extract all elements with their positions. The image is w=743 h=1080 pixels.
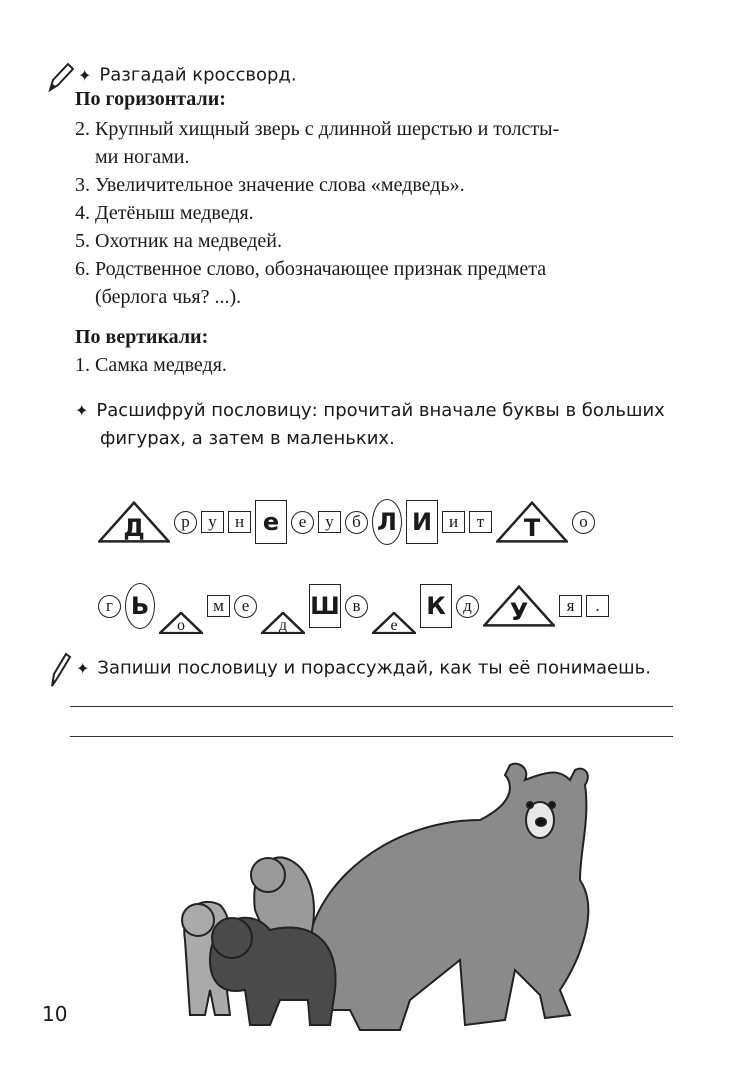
puzzle-letter: К [426,592,446,620]
puzzle-letter: о [579,512,588,531]
puzzle-letter: Л [377,508,397,536]
puzzle-letter: г [106,596,113,615]
task2 [75,400,665,421]
puzzle-letter: Ь [130,592,150,620]
puzzle-circle-shape [98,595,121,618]
puzzle-square-shape [201,511,224,533]
puzzle-letter: у [325,512,334,531]
puzzle-letter: И [411,508,433,536]
clue: 6. Родственное слово, обозначающее признак предмета [75,258,547,280]
task3 [44,650,651,690]
puzzle-letter: я [566,596,575,615]
puzzle-letter: е [298,512,307,531]
task-text: Расшифруй пословицу: прочитай вначале буквы в больших [96,400,665,421]
puzzle-square-shape [228,511,251,533]
puzzle-rect-shape [255,500,287,544]
puzzle-letter: о [177,617,185,634]
puzzle-rect-shape [406,500,438,544]
page-number: 10 [42,1002,68,1026]
puzzle-trismall-shape [159,612,203,634]
puzzle-circle-shape [572,511,595,534]
puzzle-letter: и [448,512,459,531]
puzzle-letter: . [595,596,600,615]
puzzle-ellipse-shape [372,499,402,545]
task-text: Разгадай кроссворд. [99,64,297,86]
task-text: Запиши пословицу и порассуждай, как ты её понимаешь. [97,657,651,679]
puzzle-letter: м [213,596,224,615]
puzzle-letter: е [262,508,280,536]
puzzle-ellipse-shape [125,583,155,629]
puzzle-letter: т [476,512,485,531]
puzzle-letter: е [241,596,250,615]
clue: 1. Самка медведя. [75,354,227,376]
puzzle-letter: Т [523,514,541,542]
puzzle-trismall-shape [261,612,305,634]
puzzle-rect-shape [309,584,341,628]
puzzle-letter: в [352,596,361,615]
star-icon: ✦ [75,401,89,420]
puzzle-letter: н [234,512,245,531]
puzzle-circle-shape [345,511,368,534]
puzzle-rect-shape [420,584,452,628]
clue: 3. Увеличительное значение слова «медведь». [75,174,465,196]
puzzle-circle-shape [234,595,257,618]
answer-line[interactable] [70,706,673,707]
clue: 5. Охотник на медведей. [75,230,283,252]
puzzle-letter: Д [123,514,145,542]
puzzle-letter: е [390,617,398,634]
puzzle-circle-shape [456,595,479,618]
clue: 4. Детёныш медведя. [75,202,254,224]
puzzle-square-shape [559,595,582,617]
puzzle-square-shape [442,511,465,533]
puzzle-tri-shape [496,501,568,543]
puzzle-tri-shape [483,585,555,627]
pen-icon [44,650,72,690]
star-icon: ✦ [76,658,90,678]
puzzle-circle-shape [345,595,368,618]
puzzle-letter: д [278,617,288,634]
puzzle-trismall-shape [372,612,416,634]
puzzle-letter: б [352,512,361,531]
puzzle-square-shape [586,595,609,617]
puzzle-circle-shape [291,511,314,534]
puzzle-row-2 [98,578,609,634]
puzzle-square-shape [318,511,341,533]
puzzle-square-shape [469,511,492,533]
puzzle-letter: д [463,596,472,615]
down-heading: По вертикали: [75,326,209,348]
answer-line[interactable] [70,736,673,737]
puzzle-tri-shape [98,501,170,543]
puzzle-letter: Ш [310,592,340,620]
puzzle-square-shape [207,595,230,617]
puzzle-letter: у [208,512,217,531]
clue: (берлога чья? ...). [75,286,242,308]
star-icon: ✦ [78,65,92,85]
puzzle-circle-shape [174,511,197,534]
clue: ми ногами. [75,146,190,168]
across-heading: По горизонтали: [75,88,226,110]
bears-illustration [160,760,630,1050]
puzzle-letter: р [181,512,190,531]
puzzle-row-1 [98,492,595,552]
task2-line2: фигурах, а затем в маленьких. [100,428,395,449]
pencil-icon [44,60,74,94]
puzzle-letter: У [509,598,529,626]
clue: 2. Крупный хищный зверь с длинной шерстью и толсты- [75,118,560,140]
